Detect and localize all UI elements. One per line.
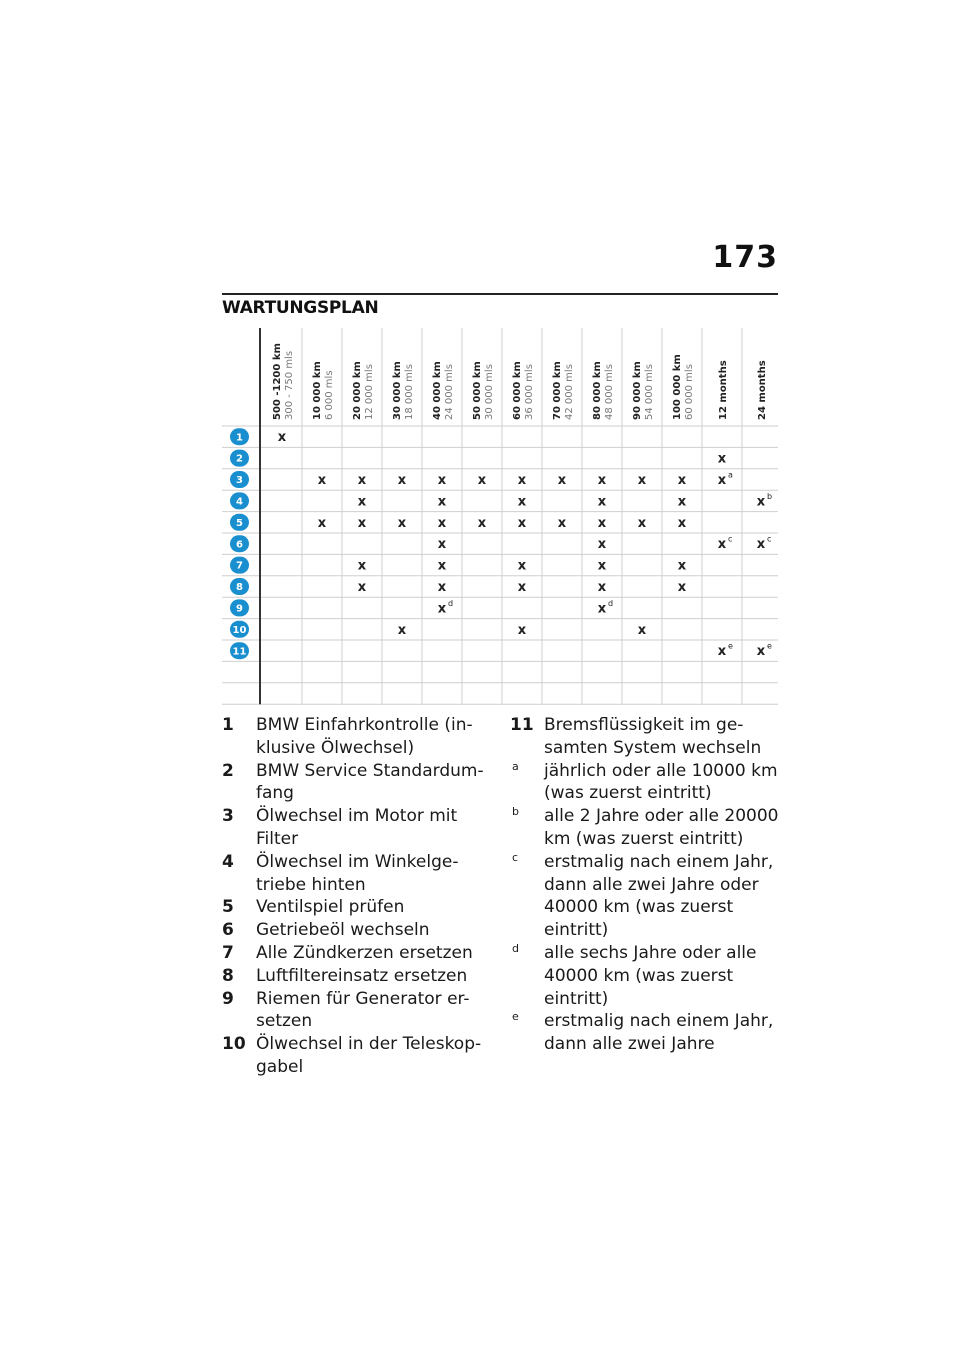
schedule-mark: x: [637, 515, 647, 531]
row-number-label: 11: [232, 646, 247, 658]
schedule-mark: x: [517, 473, 527, 488]
legend-left: [222, 714, 490, 1079]
footnote-item: [510, 942, 785, 1010]
legend-item: [510, 714, 785, 760]
legend-item-text: Getriebeöl wechseln: [256, 920, 430, 941]
legend-item-number: 9: [222, 988, 234, 1009]
schedule-mark: x: [317, 515, 327, 531]
column-header-mls: 60 000 mls: [684, 364, 695, 420]
schedule-mark: x: [437, 580, 447, 595]
schedule-mark: x: [397, 622, 407, 638]
schedule-mark: x: [597, 580, 607, 595]
schedule-mark: x: [637, 622, 647, 638]
row-number-label: 8: [236, 582, 243, 594]
schedule-footnote-ref: a: [728, 470, 733, 480]
legend-item-text: Alle Zündkerzen ersetzen: [256, 942, 473, 963]
schedule-mark: x: [317, 473, 327, 488]
schedule-mark: x: [437, 558, 447, 574]
schedule-mark: x: [437, 601, 447, 617]
footnote-key: d: [512, 941, 519, 955]
schedule-mark: x: [597, 537, 607, 553]
legend-item-number: 11: [510, 715, 534, 735]
row-number-label: 2: [236, 453, 243, 465]
schedule-mark: x: [437, 515, 447, 531]
schedule-footnote-ref: d: [608, 598, 614, 608]
schedule-mark: x: [677, 515, 687, 531]
legend-right: [510, 714, 785, 1056]
schedule-mark: x: [357, 580, 367, 595]
legend-item-number: 3: [222, 806, 234, 827]
column-header-km: 60 000 km: [512, 361, 523, 420]
schedule-footnote-ref: c: [767, 534, 772, 544]
column-header-period: 12 months: [718, 360, 729, 420]
legend-item-text: Ölwechsel im Winkelge- triebe hinten: [256, 851, 459, 895]
schedule-mark: x: [437, 537, 447, 553]
schedule-mark: x: [517, 580, 527, 595]
schedule-mark: x: [557, 515, 567, 531]
legend-item-text: BMW Einfahrkontrolle (in- klusive Ölwechsel): [256, 715, 473, 758]
schedule-mark: x: [677, 473, 687, 488]
maintenance-schedule-table: [222, 328, 778, 708]
column-header-km: 100 000 km: [672, 354, 683, 420]
legend-item: [222, 988, 490, 1034]
legend-item: [222, 851, 490, 897]
schedule-mark: x: [597, 558, 607, 574]
legend-item-number: 8: [222, 965, 234, 986]
column-header-mls: 6 000 mls: [324, 370, 335, 420]
column-header-mls: 42 000 mls: [564, 364, 575, 420]
schedule-mark: x: [597, 473, 607, 488]
row-number-label: 4: [236, 496, 243, 508]
legend-item-text: BMW Service Standardum- fang: [256, 760, 484, 804]
schedule-mark: x: [437, 494, 447, 510]
row-number-label: 5: [236, 517, 243, 529]
schedule-mark: x: [557, 473, 567, 488]
row-number-label: 1: [236, 432, 243, 444]
column-header-period: 24 months: [757, 360, 768, 420]
legend-item: [222, 1033, 490, 1079]
schedule-mark: x: [477, 515, 487, 531]
legend-item-text: Ventilspiel prüfen: [256, 897, 405, 918]
column-header-km: 40 000 km: [432, 361, 443, 420]
schedule-mark: x: [597, 515, 607, 531]
schedule-mark: x: [517, 494, 527, 510]
schedule-mark: x: [637, 473, 647, 488]
schedule-mark: x: [397, 515, 407, 531]
legend-item: [222, 896, 490, 919]
column-header-mls: 300 - 750 mls: [284, 350, 295, 420]
column-header-km: 10 000 km: [312, 361, 323, 420]
legend-item: [222, 965, 490, 988]
legend-item-text: Bremsflüssigkeit im ge- samten System wechseln: [544, 715, 762, 758]
footnote-item: [510, 760, 785, 806]
page-number: 173: [712, 240, 778, 275]
column-header-mls: 18 000 mls: [404, 364, 415, 420]
column-header-mls: 48 000 mls: [604, 364, 615, 420]
schedule-mark: x: [597, 601, 607, 617]
schedule-mark: x: [677, 580, 687, 595]
schedule-mark: x: [357, 473, 367, 488]
schedule-mark: x: [437, 473, 447, 488]
row-number-label: 7: [236, 560, 243, 572]
column-header-km: 80 000 km: [592, 361, 603, 420]
schedule-mark: x: [517, 515, 527, 531]
column-header-mls: 36 000 mls: [524, 364, 535, 420]
legend-item-number: 2: [222, 760, 234, 781]
schedule-mark: x: [357, 558, 367, 574]
row-number-label: 10: [232, 624, 247, 636]
schedule-mark: x: [756, 494, 766, 510]
footnote-key: c: [512, 850, 519, 864]
footnote-key: a: [512, 759, 519, 773]
schedule-mark: x: [597, 494, 607, 510]
legend-item: [222, 942, 490, 965]
column-header-mls: 12 000 mls: [364, 364, 375, 420]
column-header-mls: 30 000 mls: [484, 364, 495, 420]
legend-item: [222, 714, 490, 760]
row-number-label: 3: [236, 475, 243, 487]
footnote-text: erstmalig nach einem Jahr, dann alle zwei Jahre oder 40000 km (was zuerst eintritt): [544, 851, 774, 941]
column-header-km: 20 000 km: [352, 361, 363, 420]
schedule-mark: x: [517, 622, 527, 638]
schedule-mark: x: [397, 473, 407, 488]
legend-item-number: 5: [222, 897, 234, 918]
legend-item: [222, 805, 490, 851]
column-header-km: 90 000 km: [632, 361, 643, 420]
footnote-text: alle sechs Jahre oder alle 40000 km (was zuerst eintritt): [544, 942, 757, 1009]
schedule-footnote-ref: e: [767, 641, 772, 651]
column-header-km: 30 000 km: [392, 361, 403, 420]
legend-item-number: 1: [222, 715, 234, 735]
legend-item-text: Luftfiltereinsatz ersetzen: [256, 965, 468, 986]
schedule-mark: x: [517, 558, 527, 574]
schedule-mark: x: [357, 515, 367, 531]
footnote-key: e: [512, 1010, 519, 1024]
schedule-footnote-ref: e: [728, 641, 733, 651]
footnote-item: [510, 1010, 785, 1056]
legend-item-number: 6: [222, 920, 234, 941]
legend-item-number: 10: [222, 1034, 246, 1055]
legend-item-text: Riemen für Generator er- setzen: [256, 988, 470, 1032]
schedule-mark: x: [357, 494, 367, 510]
schedule-mark: x: [756, 644, 766, 660]
schedule-footnote-ref: c: [728, 534, 733, 544]
row-number-label: 6: [236, 539, 243, 551]
schedule-mark: x: [277, 430, 287, 446]
row-number-label: 9: [236, 603, 243, 615]
legend-item: [222, 760, 490, 806]
column-header-km: 500 -1200 km: [272, 343, 283, 420]
legend-item: [222, 919, 490, 942]
legend-item-number: 4: [222, 851, 234, 872]
legend-item-number: 7: [222, 942, 234, 963]
legend-item-text: Ölwechsel im Motor mit Filter: [256, 806, 458, 849]
column-header-mls: 54 000 mls: [644, 364, 655, 420]
column-header-km: 70 000 km: [552, 361, 563, 420]
legend-item-text: Ölwechsel in der Teleskop- gabel: [256, 1034, 482, 1077]
column-header-mls: 24 000 mls: [444, 364, 455, 420]
schedule-mark: x: [717, 537, 727, 553]
schedule-mark: x: [717, 644, 727, 660]
schedule-mark: x: [477, 473, 487, 488]
schedule-footnote-ref: d: [448, 598, 454, 608]
section-title: WARTUNGSPLAN: [222, 298, 379, 318]
footnote-text: erstmalig nach einem Jahr, dann alle zwei Jahre: [544, 1011, 774, 1055]
footnote-text: alle 2 Jahre oder alle 20000 km (was zuerst eintritt): [544, 806, 779, 849]
schedule-mark: x: [677, 494, 687, 510]
footnote-text: jährlich oder alle 10000 km (was zuerst eintritt): [544, 760, 778, 804]
footnote-item: [510, 805, 785, 851]
header-rule: [222, 293, 778, 295]
schedule-mark: x: [756, 537, 766, 553]
schedule-footnote-ref: b: [767, 491, 773, 501]
footnote-item: [510, 851, 785, 942]
schedule-mark: x: [677, 558, 687, 574]
schedule-mark: x: [717, 473, 727, 488]
column-header-km: 50 000 km: [472, 361, 483, 420]
schedule-mark: x: [717, 451, 727, 467]
footnote-key: b: [512, 805, 519, 819]
